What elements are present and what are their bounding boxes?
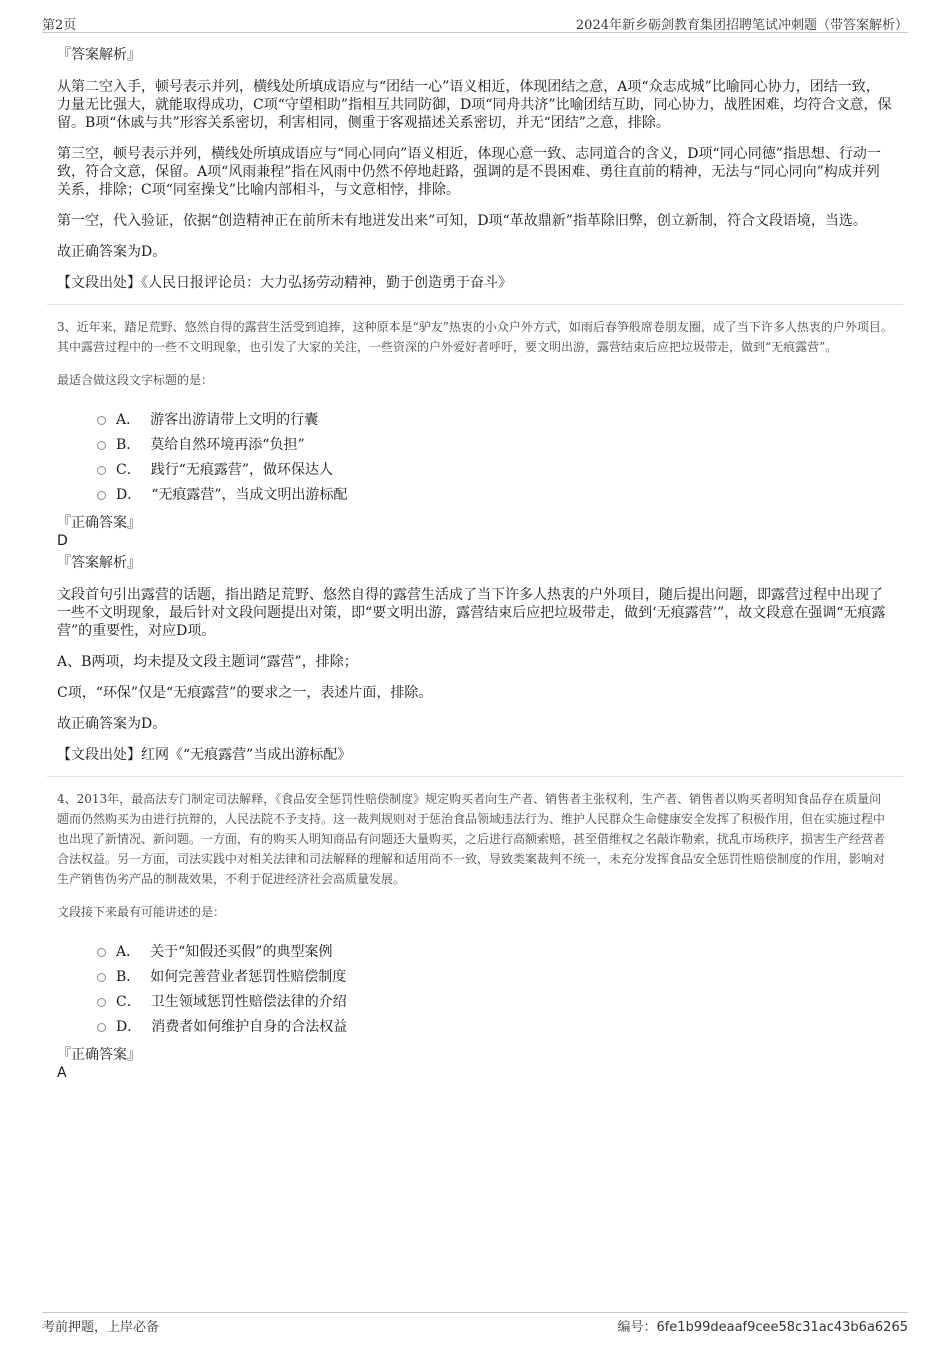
page-footer	[42, 1312, 908, 1333]
option-text: 关于“知假还买假”的典型案例	[150, 943, 333, 960]
source-citation: 【文段出处】红网《“无痕露营”当成出游标配》	[57, 747, 352, 763]
option-d[interactable]	[97, 481, 893, 506]
option-text: 卫生领域惩罚性赔偿法律的介绍	[150, 993, 347, 1010]
analysis-label: 『答案解析』	[57, 555, 141, 571]
code-value: 6fe1b99deaaf9cee58c31ac43b6a6265	[656, 1320, 908, 1335]
analysis-paragraph: 文段首句引出露营的话题，指出踏足荒野、悠然自得的露营生活成了当下许多人热衷的户外项目，随后提出问题，即露营过程中出现了一些不文明现象，最后针对文段问题提出对策，即“要文明出游，露营结束后应把垃圾带走，做到‘无痕露营’”，故文段意在强调“无痕露营”的重要性，对应D项。	[57, 587, 886, 639]
question-passage: 4、2013年，最高法专门制定司法解释，《食品安全惩罚性赔偿制度》规定购买者向生产者、销售者主张权利，生产者、销售者以购买者明知食品存在质量问题而仍然购买为由进行抗辩的，人民法院不予支持。这一裁判规则对于惩治食品领域违法行为、维护人民群众生命健康安全发挥了积极作用，但在实施过程中也出现了新情况、新问题。一方面，有的购买人明知商品有问题还大量购买，之后进行高额索赔，甚至借维权之名敲诈勒索，扰乱市场秩序，损害生产经营者合法权益。另一方面，司法实践中对相关法律和司法解释的理解和适用尚不一致，导致类案裁判不统一，未充分发挥食品安全惩罚性赔偿制度的作用，影响对生产销售伪劣产品的制裁效果，不利于促进经济社会高质量发展。	[57, 792, 886, 886]
option-c[interactable]	[97, 456, 893, 481]
analysis-paragraph: A、B两项，均未提及文段主题词“露营”，排除；	[57, 654, 358, 670]
analysis-paragraph: 第一空，代入验证，依据“创造精神正在前所未有地迸发出来”可知，D项“革故鼎新”指革除旧弊，创立新制，符合文段语境，当选。	[57, 213, 867, 229]
option-a[interactable]	[97, 938, 893, 963]
analysis-paragraph: 第三空，顿号表示并列，横线处所填成语应与“同心同向”语义相近，体现心意一致、志同道合的含义，D项“同心同德”指思想、行动一致，符合文意，保留。A项“风雨兼程”指在风雨中仍然不停地赶路，强调的是不畏困难、勇往直前的精神，无法与“同心同向”构成并列关系，排除；C项“同室操戈”比喻内部相斗，与文意相悖，排除。	[57, 146, 881, 198]
option-letter: B．	[116, 968, 141, 985]
source-citation: 【文段出处】《人民日报评论员：大力弘扬劳动精神，勤于创造勇于奋斗》	[57, 275, 512, 291]
option-d[interactable]	[97, 1013, 893, 1038]
analysis-block-q2	[57, 46, 893, 292]
correct-answer: D	[57, 533, 68, 549]
option-c[interactable]	[97, 988, 893, 1013]
option-text: 如何完善营业者惩罚性赔偿制度	[150, 968, 347, 985]
page-header	[42, 14, 908, 33]
option-a[interactable]	[97, 406, 893, 431]
option-text: “无痕露营”，当成文明出游标配	[151, 486, 348, 503]
radio-icon[interactable]	[97, 416, 106, 425]
footer-slogan: 考前押题，上岸必备	[42, 1320, 160, 1335]
main-content	[57, 46, 893, 1086]
radio-icon[interactable]	[97, 441, 106, 450]
option-list	[97, 406, 893, 506]
page-number: 第2页	[42, 18, 77, 33]
option-text: 践行“无痕露营”，做环保达人	[150, 461, 334, 478]
question-stem: 文段接下来最有可能讲述的是：	[57, 905, 226, 919]
document-code	[617, 1316, 908, 1335]
radio-icon[interactable]	[97, 491, 106, 500]
analysis-conclusion: 故正确答案为D。	[57, 716, 167, 732]
option-b[interactable]	[97, 431, 893, 456]
question-3	[57, 317, 893, 764]
option-letter: A．	[116, 411, 141, 428]
question-stem: 最适合做这段文字标题的是：	[57, 373, 214, 387]
option-text: 消费者如何维护自身的合法权益	[151, 1018, 348, 1035]
radio-icon[interactable]	[97, 998, 106, 1007]
option-text: 游客出游请带上文明的行囊	[150, 411, 319, 428]
option-b[interactable]	[97, 963, 893, 988]
option-letter: B．	[116, 436, 141, 453]
divider	[47, 304, 903, 305]
option-letter: D．	[116, 486, 142, 503]
correct-answer-label: 『正确答案』	[57, 1047, 141, 1063]
analysis-paragraph: 从第二空入手，顿号表示并列，横线处所填成语应与“团结一心”语义相近，体现团结之意，A项“众志成城”比喻同心协力，团结一致，力量无比强大，就能取得成功，C项“守望相助”指相互共同防御，D项“同舟共济”比喻团结互助，同心协力，战胜困难，均符合文意，保留。B项“休戚与共”形容关系密切，利害相同，侧重于客观描述关系密切，并无“团结”之意，排除。	[57, 79, 892, 131]
analysis-label: 『答案解析』	[57, 47, 141, 63]
option-letter: C．	[116, 461, 141, 478]
document-title: 2024年新乡砺剑教育集团招聘笔试冲刺题（带答案解析）	[575, 18, 908, 33]
option-letter: D．	[116, 1018, 142, 1035]
option-letter: C．	[116, 993, 141, 1010]
analysis-conclusion: 故正确答案为D。	[57, 244, 167, 260]
radio-icon[interactable]	[97, 1023, 106, 1032]
analysis-paragraph: C项，“环保”仅是“无痕露营”的要求之一，表述片面，排除。	[57, 685, 433, 701]
option-letter: A．	[116, 943, 141, 960]
correct-answer-label: 『正确答案』	[57, 515, 141, 531]
radio-icon[interactable]	[97, 948, 106, 957]
radio-icon[interactable]	[97, 466, 106, 475]
divider	[47, 776, 903, 777]
code-prefix: 编号：	[617, 1320, 657, 1335]
option-text: 莫给自然环境再添“负担”	[150, 436, 305, 453]
radio-icon[interactable]	[97, 973, 106, 982]
question-passage: 3、近年来，踏足荒野、悠然自得的露营生活受到追捧，这种原本是“驴友”热衷的小众户外方式，如雨后春笋般席卷朋友圈，成了当下许多人热衷的户外项目。其中露营过程中的一些不文明现象，也引发了大家的关注，一些资深的户外爱好者呼吁，要文明出游，露营结束后应把垃圾带走，做到“无痕露营”。	[57, 320, 893, 354]
question-4	[57, 789, 893, 1082]
correct-answer: A	[57, 1065, 67, 1081]
option-list	[97, 938, 893, 1038]
